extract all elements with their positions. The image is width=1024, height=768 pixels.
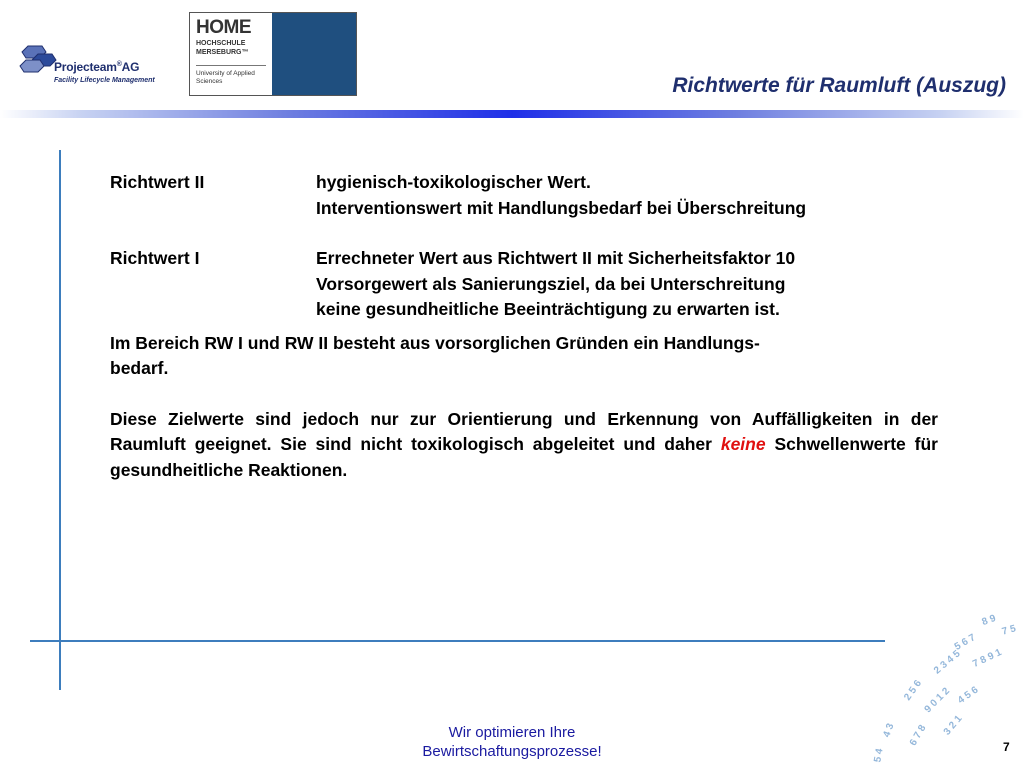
decorative-number-arcs: 8 9 7 5 5 6 7 2 3 4 5 7 8 9 1 2 5 6 9 0 1 2 4 5 6 4 3 6 7 8 3 2 1 5 4 (872, 612, 1018, 764)
paragraph-zielwerte: Diese Zielwerte sind jedoch nur zur Orientierung und Erkennung von Auffälligkeiten in der Raumluft geeignet. Sie sind nicht toxikologisch abgeleitet und daher keine Schwellenwerte für gesundheitliche Reaktionen. (110, 408, 938, 480)
logo-divider (196, 65, 266, 66)
richtwert-1-text (316, 246, 938, 323)
richtwert-2-line-2: Interventionswert mit Handlungsbedarf bei Überschreitung (316, 197, 807, 218)
logo-blue-block (272, 13, 356, 95)
vertical-accent-line (59, 150, 61, 690)
title-gradient-bar (0, 110, 1024, 118)
horizontal-accent-line (30, 640, 885, 642)
projecteam-logo (18, 42, 168, 92)
logo-wordmark: HOME (196, 17, 251, 38)
logo-line-1: HOCHSCHULE (196, 40, 246, 47)
richtwert-2-label: Richtwert II (110, 172, 205, 192)
slide-body (110, 170, 938, 483)
richtwert-1-line-2: Vorsorgewert als Sanierungsziel, da bei Unterschreitung (316, 273, 786, 294)
richtwert-2-line-1: hygienisch-toxikologischer Wert. (316, 172, 591, 192)
richtwert-1-label: Richtwert I (110, 248, 200, 268)
paragraph-1-line-2: bedarf. (110, 358, 169, 378)
richtwert-1-line-1: Errechneter Wert aus Richtwert II mit Sicherheitsfaktor 10 (316, 248, 796, 268)
richtwert-1-line-3: keine gesundheitliche Beeinträchtigung zu erwarten ist. (316, 299, 780, 319)
paragraph-handlungsbedarf (110, 331, 938, 382)
hochschule-merseburg-logo (189, 12, 357, 96)
richtwert-2-row (110, 170, 938, 221)
logo-line-3: University of Applied Sciences (196, 70, 255, 85)
company-name: Projecteam®AG (54, 60, 140, 74)
footer-slogan-line-1: Wir optimieren Ihre (448, 724, 576, 741)
footer-slogan-line-2: Bewirtschaftungsprozesse! (422, 743, 602, 760)
slide-title: Richtwerte für Raumluft (Auszug) (672, 74, 1006, 97)
richtwert-2-text (316, 170, 938, 221)
footer-slogan (380, 723, 644, 761)
logo-line-2: MERSEBURG™ (196, 49, 249, 56)
company-tagline: Facility Lifecycle Management (54, 77, 155, 84)
paragraph-1-line-1: Im Bereich RW I und RW II besteht aus vorsorglichen Gründen ein Handlungs- (110, 332, 760, 353)
emphasis-keine: keine (720, 434, 766, 454)
richtwert-1-row (110, 246, 938, 323)
page-number: 7 (1003, 740, 1010, 754)
